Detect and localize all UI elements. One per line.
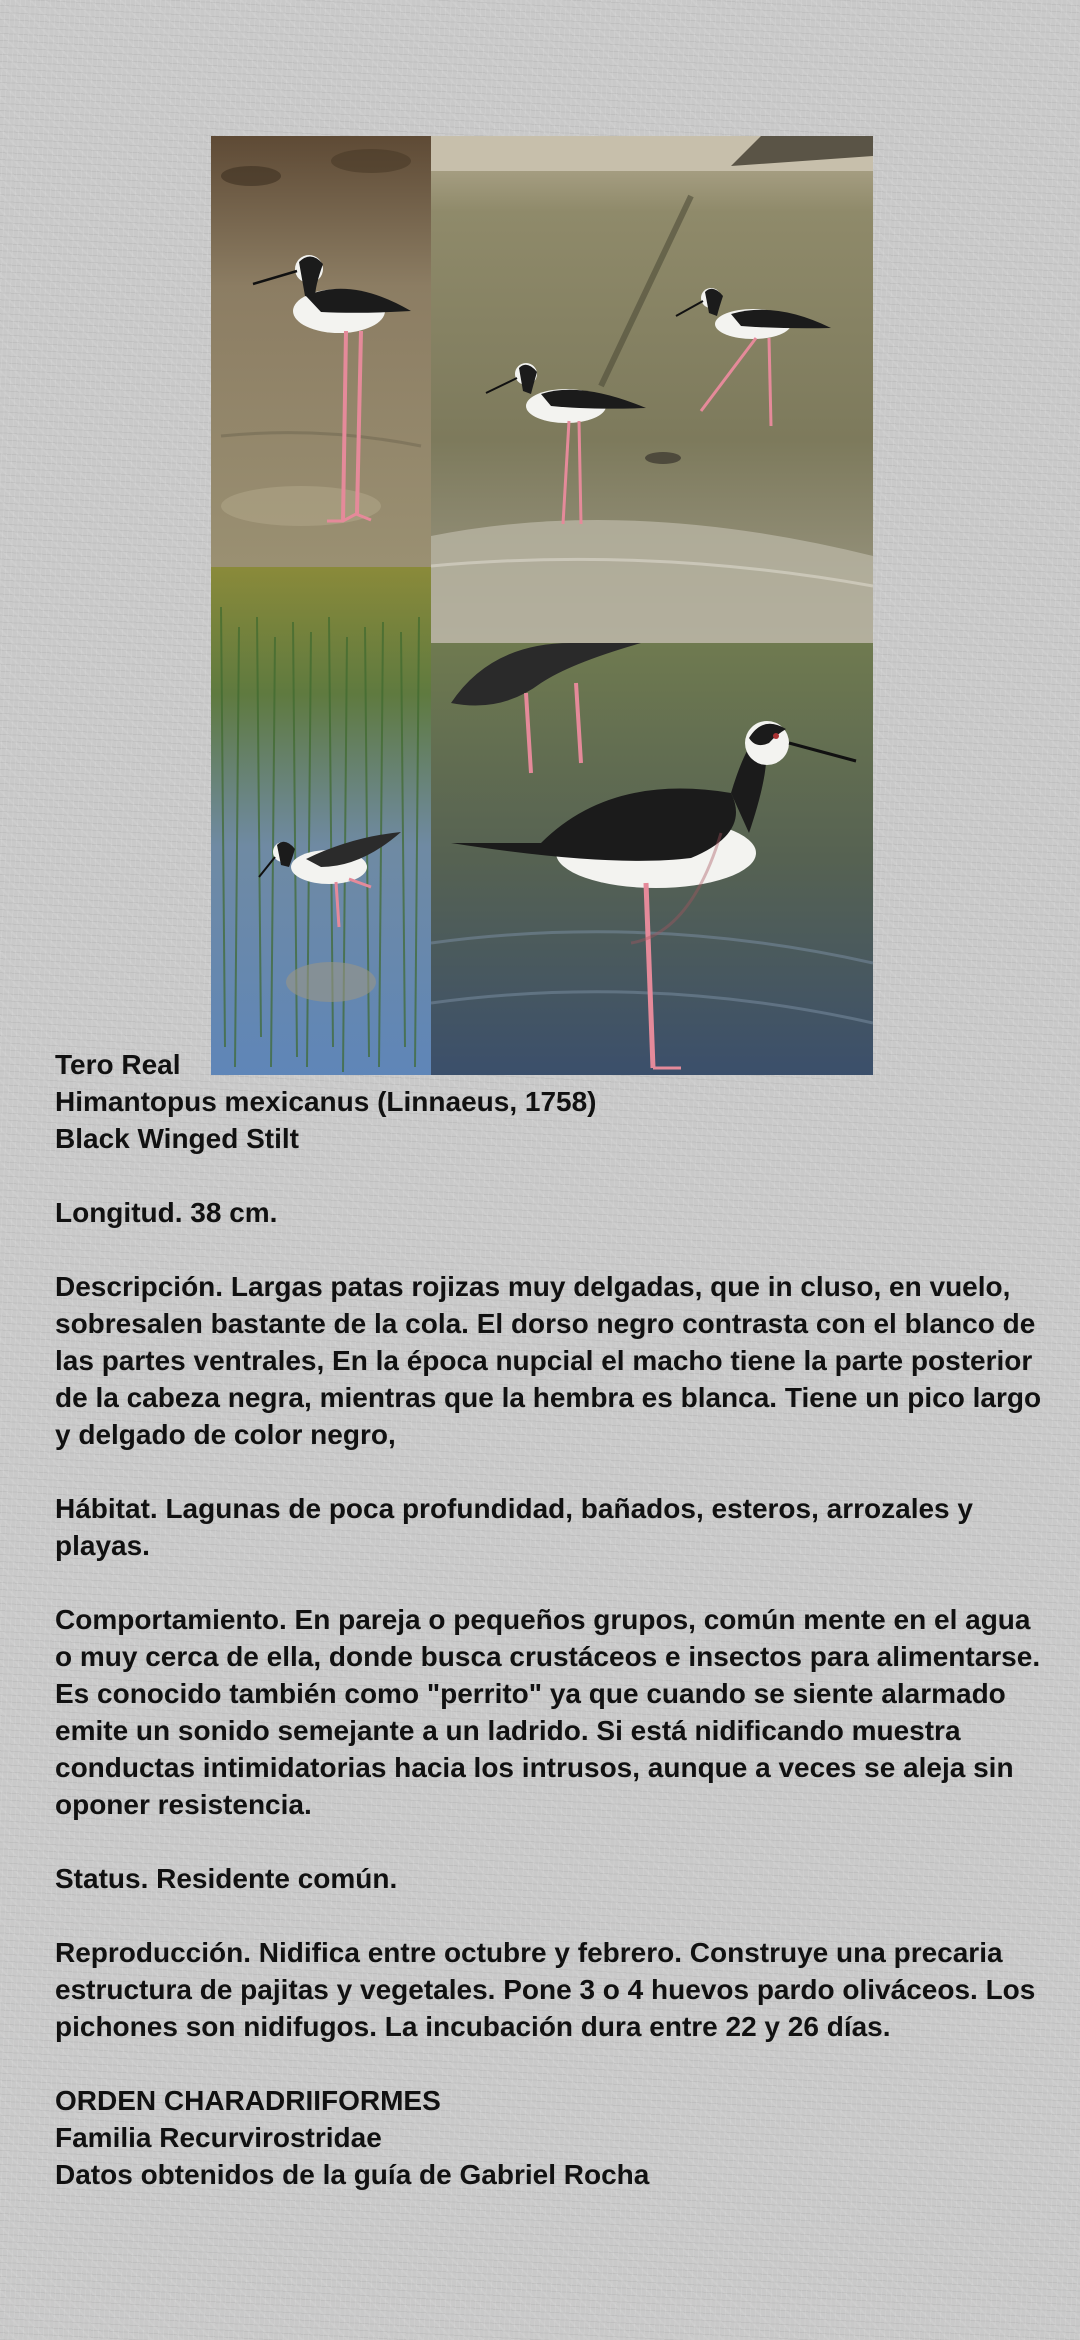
photo-bird-on-mudflat xyxy=(211,136,431,567)
behavior-info: Comportamiento. En pareja o pequeños grupos, común mente en el agua o muy cerca de ella, donde busca crustáceos e insectos para alimentarse. Es conocido también como "perrito" ya que cuando se siente alarmado emite un sonido semejante a un ladrido. Si está nidificando muestra conductas intimidatorias hacia los intrusos, aunque a veces se aleja sin oponer resistencia. xyxy=(55,1604,1041,1820)
order-label: ORDEN CHARADRIIFORMES xyxy=(55,2085,441,2116)
english-name: Black Winged Stilt xyxy=(55,1123,300,1154)
status-info: Status. Residente común. xyxy=(55,1863,398,1894)
habitat-info: Hábitat. Lagunas de poca profundidad, bañados, esteros, arrozales y playas. xyxy=(55,1493,973,1561)
description-info: Descripción. Largas patas rojizas muy delgadas, que in cluso, en vuelo, sobresalen bastante de la cola. El dorso negro contrasta con el blanco de las partes ventrales, En la época nupcial el macho tiene la parte posterior de la cabeza negra, mientras que la hembra es blanca. Tiene un pico largo y delgado de color negro, xyxy=(55,1271,1042,1450)
common-name: Tero Real xyxy=(55,1049,181,1080)
photo-two-birds-in-shallow-water xyxy=(431,136,873,643)
source-credit: Datos obtenidos de la guía de Gabriel Rocha xyxy=(55,2159,650,2190)
photo-bird-wading-closeup xyxy=(431,643,873,1075)
scientific-name: Himantopus mexicanus (Linnaeus, 1758) xyxy=(55,1086,597,1117)
reproduction-info: Reproducción. Nidifica entre octubre y febrero. Construye una precaria estructura de pajitas y vegetales. Pone 3 o 4 huevos pardo oliváceos. Los pichones son nidifugos. La incubación dura entre 22 y 26 días. xyxy=(55,1937,1036,2042)
family-label: Familia Recurvirostridae xyxy=(55,2122,382,2153)
photo-bird-among-grass xyxy=(211,567,431,1075)
length-info: Longitud. 38 cm. xyxy=(55,1197,278,1228)
species-description xyxy=(55,1046,1045,2193)
bird-photo-collage xyxy=(211,136,873,1075)
